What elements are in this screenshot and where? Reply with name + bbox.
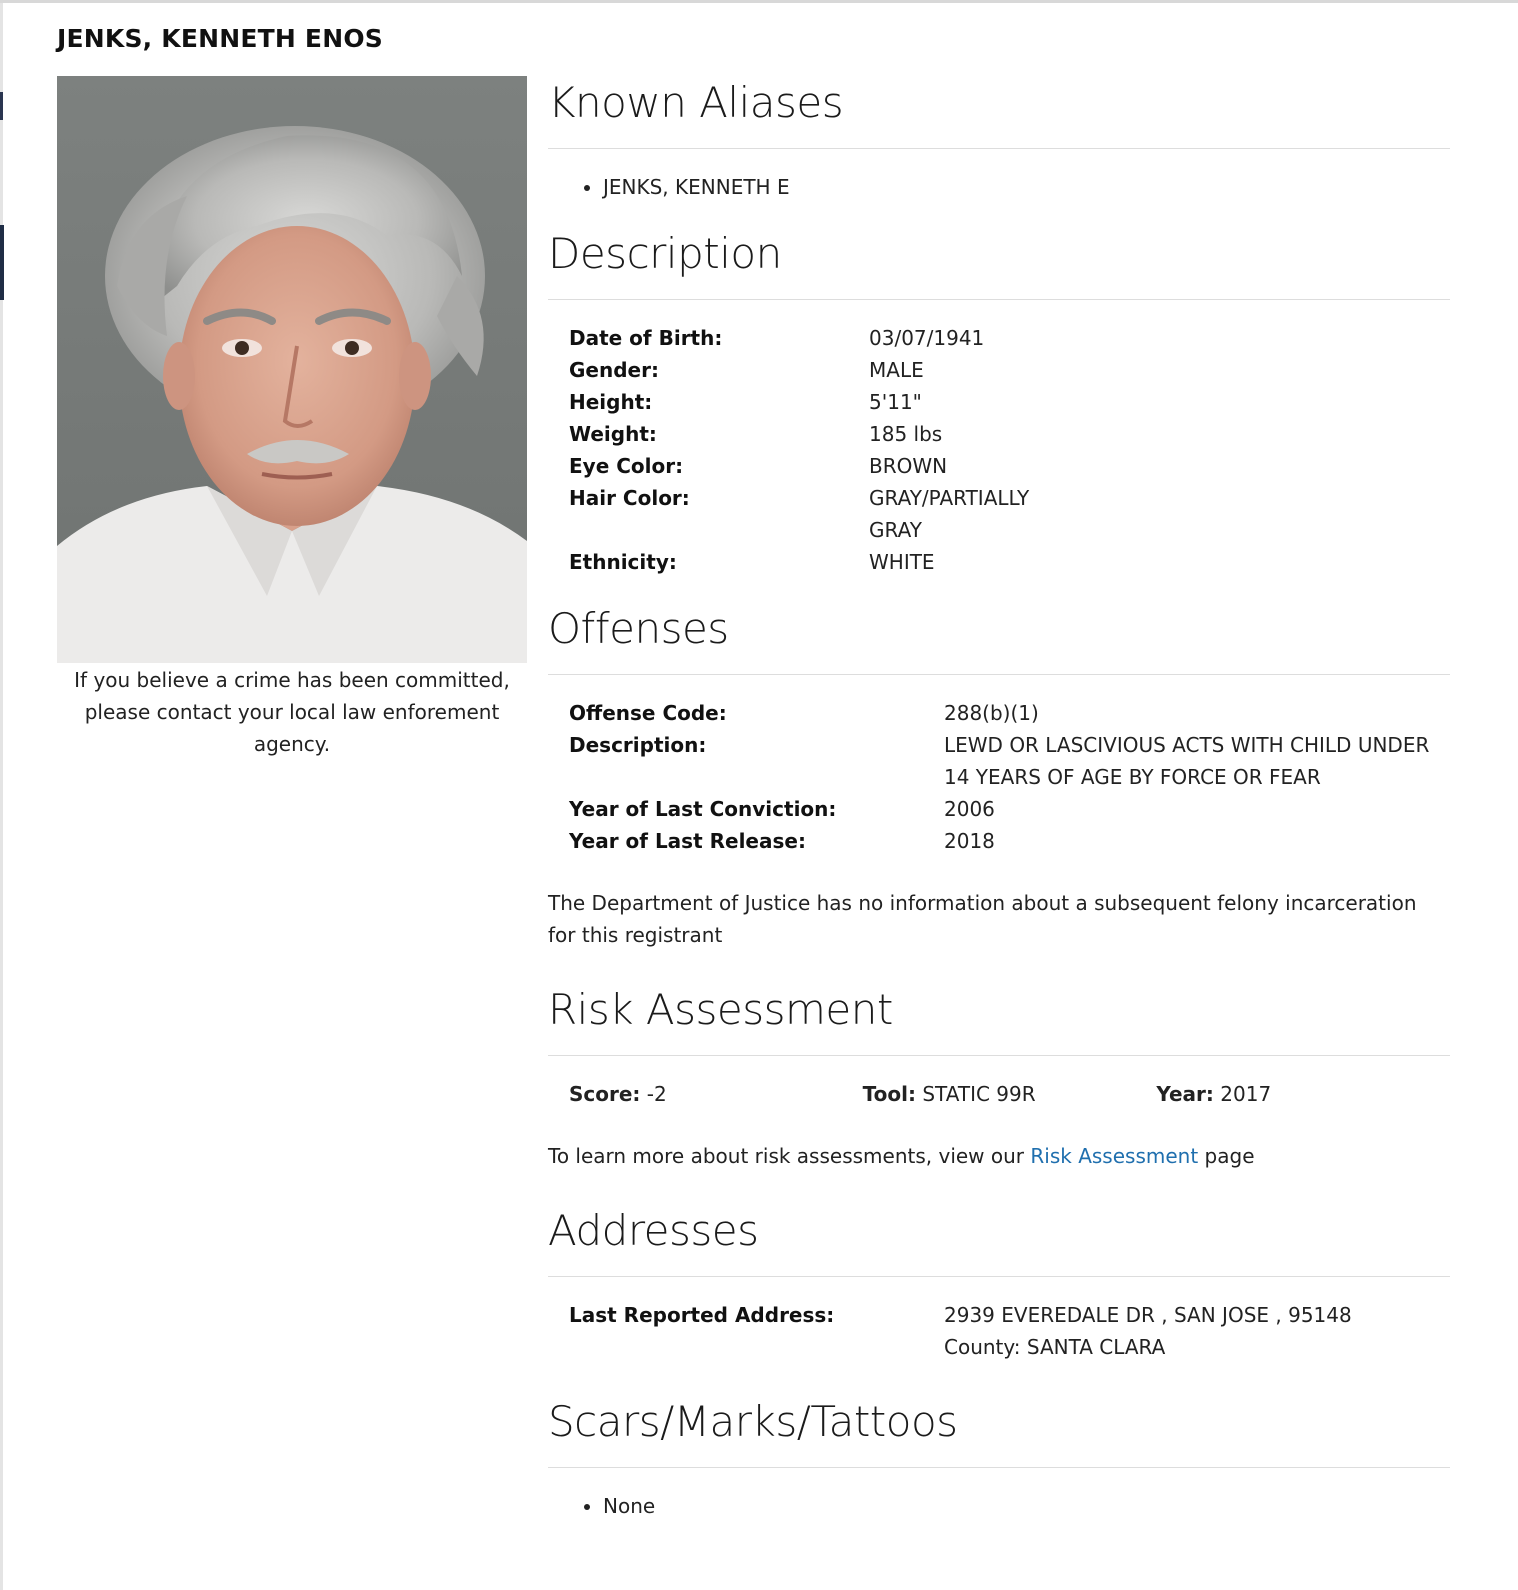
- left-edge-nav-fragment: [0, 225, 4, 300]
- divider: [548, 674, 1450, 675]
- aliases-heading: Known Aliases: [548, 78, 844, 127]
- description-list: [548, 322, 1450, 578]
- risk-assessment-link[interactable]: Risk Assessment: [1030, 1144, 1199, 1168]
- gender-value: MALE: [869, 358, 924, 382]
- alias-item: • JENKS, KENNETH E: [603, 171, 1450, 203]
- height-value: 5'11": [869, 390, 922, 414]
- risk-row: [548, 1078, 1450, 1110]
- offense-code-value: 288(b)(1): [944, 701, 1039, 725]
- last-release-value: 2018: [944, 829, 995, 853]
- last-conviction-label: Year of Last Conviction:: [569, 797, 837, 821]
- scars-heading: Scars/Marks/Tattoos: [548, 1397, 958, 1446]
- offenses-heading: Offenses: [548, 604, 729, 653]
- gender-label: Gender:: [569, 358, 659, 382]
- aliases-list: [548, 171, 1450, 203]
- year-value: 2017: [1220, 1082, 1272, 1106]
- risk-score: [569, 1078, 863, 1110]
- dob-value: 03/07/1941: [869, 326, 985, 350]
- scars-list: [548, 1490, 1450, 1522]
- tool-label: Tool:: [862, 1082, 916, 1106]
- last-address-value: [944, 1299, 1450, 1363]
- divider: [548, 1467, 1450, 1468]
- description-heading: Description: [548, 229, 782, 278]
- weight-value: 185 lbs: [869, 422, 943, 446]
- risk-year: [1156, 1078, 1450, 1110]
- dob-label: Date of Birth:: [569, 326, 723, 350]
- scar-item: • None: [603, 1490, 1450, 1522]
- last-conviction-value: 2006: [944, 797, 995, 821]
- address-list: [548, 1299, 1450, 1363]
- aliases-section: [548, 70, 1450, 203]
- offense-description-label: Description:: [569, 733, 707, 757]
- left-edge-mark: [0, 92, 3, 120]
- scars-section: [548, 1389, 1450, 1522]
- offense-code-label: Offense Code:: [569, 701, 727, 725]
- risk-tool: [863, 1078, 1157, 1110]
- description-section: [548, 221, 1450, 578]
- eye-color-value: BROWN: [869, 454, 948, 478]
- incarceration-note: The Department of Justice has no information about a subsequent felony incarceration for this registrant: [548, 891, 1417, 947]
- divider: [548, 1276, 1450, 1277]
- risk-learn-more: [548, 1140, 1450, 1172]
- main-content: [548, 70, 1450, 1522]
- risk-section: [548, 977, 1450, 1172]
- hair-color-label: Hair Color:: [569, 486, 690, 510]
- divider: [548, 148, 1450, 149]
- registrant-name: JENKS, KENNETH ENOS: [57, 24, 383, 53]
- county-line: County: SANTA CLARA: [944, 1335, 1166, 1359]
- learn-prefix: To learn more about risk assessments, view our: [548, 1144, 1031, 1168]
- score-label: Score:: [569, 1082, 641, 1106]
- ethnicity-label: Ethnicity:: [569, 550, 677, 574]
- height-label: Height:: [569, 390, 653, 414]
- learn-suffix: page: [1198, 1144, 1255, 1168]
- top-border: [0, 0, 1518, 3]
- tool-value: STATIC 99R: [922, 1082, 1036, 1106]
- last-release-label: Year of Last Release:: [569, 829, 806, 853]
- hair-color-value: GRAY/PARTIALLY GRAY: [869, 486, 1030, 542]
- divider: [548, 1055, 1450, 1056]
- risk-heading: Risk Assessment: [548, 985, 893, 1034]
- year-label: Year:: [1156, 1082, 1214, 1106]
- offenses-section: [548, 596, 1450, 951]
- eye-color-label: Eye Color:: [569, 454, 684, 478]
- ethnicity-value: WHITE: [869, 550, 935, 574]
- score-value: -2: [646, 1082, 667, 1106]
- addresses-heading: Addresses: [548, 1206, 759, 1255]
- divider: [548, 299, 1450, 300]
- offense-description-value: LEWD OR LASCIVIOUS ACTS WITH CHILD UNDER 14 YEARS OF AGE BY FORCE OR FEAR: [944, 733, 1430, 789]
- last-address-label: Last Reported Address:: [569, 1303, 835, 1327]
- address-line: 2939 EVEREDALE DR , SAN JOSE , 95148: [944, 1303, 1352, 1327]
- addresses-section: [548, 1198, 1450, 1363]
- registrant-photo: [57, 76, 527, 663]
- offenses-list: [548, 697, 1450, 857]
- weight-label: Weight:: [569, 422, 657, 446]
- photo-note: If you believe a crime has been committed, please contact your local law enforement agency.: [74, 668, 510, 756]
